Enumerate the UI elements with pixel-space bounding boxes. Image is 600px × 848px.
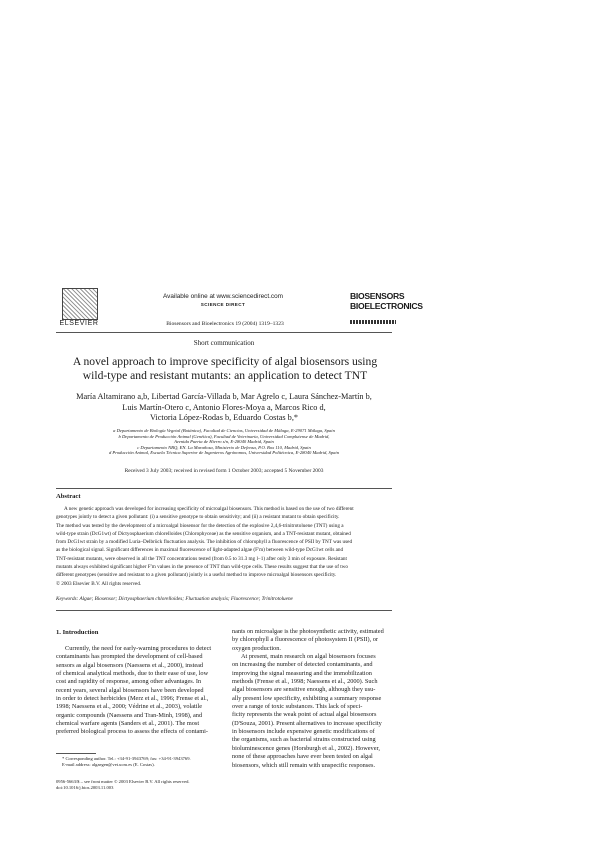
intro-line: on increasing the number of detected contaminants, and [232, 661, 373, 669]
affiliation-a: a Departamento de Biología Vegetal (Botánica), Facultad de Ciencias, Universidad de Málaga, E-29071 Málaga, Spain [113, 428, 335, 433]
keywords: Keywords: Algae; Biosensor; Dictyosphaerium chlorelloides; Fluctuation analysis; Fluorescence; Trinitrotoluene [56, 596, 293, 602]
intro-line: biosensors, which still remain with unspecific responses. [232, 761, 376, 769]
sciencedirect-logo-text: SCIENCE DIRECT [200, 302, 246, 307]
intro-line: ficity represents the weak point of actual algal biosensors [232, 711, 377, 719]
elsevier-logo [56, 288, 102, 330]
intro-line: none of these approaches have ever been tested on algal [232, 753, 373, 761]
article-title-line1: A novel approach to improve specificity of algal biosensors using [72, 355, 378, 368]
abstract-line: TNT-resistant mutants, were observed in all the TNT concentrations tested (from 0.5 to 31.3 mg l−1) after only 3 min of exposure. Resistant [56, 555, 347, 562]
abstract-line: different genotypes (sensitive and resistant to a given pollutant) jointly is a useful method to improve microalgal biosensors specificity. [56, 572, 337, 579]
elsevier-tree-icon [62, 288, 98, 320]
intro-line: improving the signal measuring and the immobilization [232, 669, 372, 677]
intro-line: recent years, several algal biosensors have been developed [56, 686, 204, 694]
sciencedirect-logo [163, 302, 283, 307]
article-title-line2: wild-type and resistant mutants: an application to detect TNT [82, 369, 368, 382]
footnote-divider [56, 753, 96, 754]
intro-line: sensors as algal biosensors (Naessens et al., 2000), instead [56, 661, 204, 669]
journal-citation: Biosensors and Bioelectronics 19 (2004) 1319–1323 [166, 321, 284, 327]
intro-line: preferred biological process to assess the effects of contami- [56, 728, 209, 736]
intro-line: in order to detect herbicides (Merz et al., 1996; Frense et al., [56, 695, 209, 703]
intro-line: At present, main research on algal biosensors focuses [241, 653, 376, 661]
affiliation-c: c Departamento NBQ, EN. La Marañosa, Ministerio de Defensa, P.O. Box 110, Madrid, Spain [137, 444, 311, 450]
abstract-top-divider [56, 488, 392, 489]
abstract-bottom-divider [56, 610, 392, 611]
intro-right-column [232, 628, 394, 770]
intro-line: of chemical analytical methods, due to their ease of use, low [56, 670, 209, 678]
intro-line: algal biosensors are sensitive enough, although they usu- [232, 686, 376, 694]
journal-logo-line2: BIOELECTRONICS [350, 301, 423, 311]
intro-line: oxygen production. [232, 644, 281, 652]
affiliations [56, 428, 392, 456]
abstract-heading: Abstract [56, 493, 81, 500]
abstract-body [56, 505, 392, 588]
email-address[interactable]: E-mail address: algaegen@vet.ucm.es (E. Costas). [62, 761, 155, 767]
affiliation-b-cont: Avenida Puerta de Hierro s/n, E-28040 Madrid, Spain [174, 439, 274, 445]
abstract-line: mutants always exhibited significant higher F′m values in the presence of TNT than wild-type cells. These results suggest that the use of two [56, 564, 349, 571]
abstract-line: The method was tested by the development of a microalgal biosensor for the detection of the explosive 2,4,6-trinitrotoluene (TNT) using a [56, 522, 344, 529]
intro-line: by chlorophyll a fluorescence of photosystem II (PSII), or [232, 636, 379, 644]
available-online[interactable]: Available online at www.sciencedirect.com [163, 293, 283, 300]
abstract-line: A new genetic approach was developed for increasing specificity of microalgal biosensors. This method is based on the use of two different [64, 506, 354, 512]
corresponding-author: * Corresponding author. Tel.: +34-91-3943769; fax: +34-91-3943769. [62, 756, 191, 761]
abstract-line: from DcG1wt strain by a modified Luria–Delbrück fluctuation analysis. The inhibition of chlorophyll a fluorescence of PSII by TNT was used [56, 539, 353, 546]
intro-line: over a range of toxic substances. This lack of speci- [232, 703, 363, 711]
intro-line: chemical warfare agents (Sanders et al., 2001). The most [56, 720, 200, 728]
intro-line: in biosensors include expensive genetic modifications of [232, 728, 375, 736]
author-list [56, 392, 392, 424]
intro-line: (D'Souza, 2001). Present alternatives to increase specificity [232, 719, 382, 727]
authors-line1: María Altamirano a,b, Libertad García-Villada b, Mar Agrelo c, Laura Sánchez-Martín b, [76, 392, 372, 401]
affiliation-d: d Producción Animal, Escuela Técnica Superior de Ingenieros Agrónomos, Universidad Politécnica, E-28040 Madrid, Spain [108, 450, 340, 456]
abstract-line: as the biological signal. Significant differences in maximal fluorescence of light-adapted algae (F′m) between wild-type DcG1wt cells and [56, 547, 344, 554]
intro-line: organic compounds (Naessens and Tran-Minh, 1998), and [56, 711, 203, 719]
authors-line3: Victoria López-Rodas b, Eduardo Costas b,* [149, 413, 299, 423]
affiliation-b: b Departamento de Producción Animal (Genética), Facultad de Veterinaria, Universidad Complutense de Madrid, [118, 433, 330, 439]
intro-line: cost and rapidity of response, among other advantages. In [56, 678, 202, 686]
intro-left-column [56, 645, 218, 737]
article-type: Short communication [193, 339, 255, 347]
abstract-line: genotypes jointly to detect a given pollutant: (i) a sensitive genotype to obtain sensitivity; and (ii) a resistant mutant to obtain specificity. [56, 514, 340, 521]
journal-logo [350, 291, 423, 311]
intro-line: Currently, the need for early-warning procedures to detect [65, 645, 212, 652]
publisher-name: ELSEVIER [59, 320, 99, 327]
article-title [40, 355, 410, 383]
section-heading-introduction: 1. Introduction [56, 629, 99, 636]
sciencedirect-banner [163, 293, 283, 307]
received-dates: Received 3 July 2003; received in revised form 1 October 2003; accepted 5 November 2003 [124, 468, 324, 474]
journal-url [350, 320, 396, 324]
publication-info [56, 779, 256, 790]
abstract-line: wild-type strain (DcG1wt) of Dictyosphaerium chlorelloides (Chlorophyceae) as the sensitive organism, and a TNT-resistant mutant, obtained [56, 530, 351, 537]
intro-line: the organisms, such as bacterial strains constructed using [232, 736, 376, 744]
issn-line: 0956-5663/$ – see front matter © 2003 Elsevier B.V. All rights reserved. [56, 779, 190, 784]
header-divider [56, 332, 392, 333]
intro-line: nants on microalgae is the photosynthetic activity, estimated [232, 628, 384, 635]
intro-line: 1998; Naessens et al., 2000; Védrine et al., 2003), volatile [56, 703, 203, 711]
authors-line2: Luis Martín-Otero c, Antonio Flores-Moya a, Marcos Rico d, [122, 402, 326, 412]
journal-logo-line1: BIOSENSORS [350, 291, 405, 301]
intro-line: contaminants has prompted the development of cell-based [56, 653, 203, 661]
doi-line[interactable]: doi:10.1016/j.bios.2003.11.003 [56, 784, 114, 790]
intro-line: bioluminescence genes (Horsburgh et al., 2002). However, [232, 744, 380, 752]
intro-line: methods (Frense et al., 1998; Naessens et al., 2000). Such [232, 678, 378, 686]
footnotes [56, 756, 226, 767]
copyright-line: © 2003 Elsevier B.V. All rights reserved. [56, 580, 142, 587]
intro-line: ally present low specificity, exhibiting a summary response [232, 694, 382, 702]
